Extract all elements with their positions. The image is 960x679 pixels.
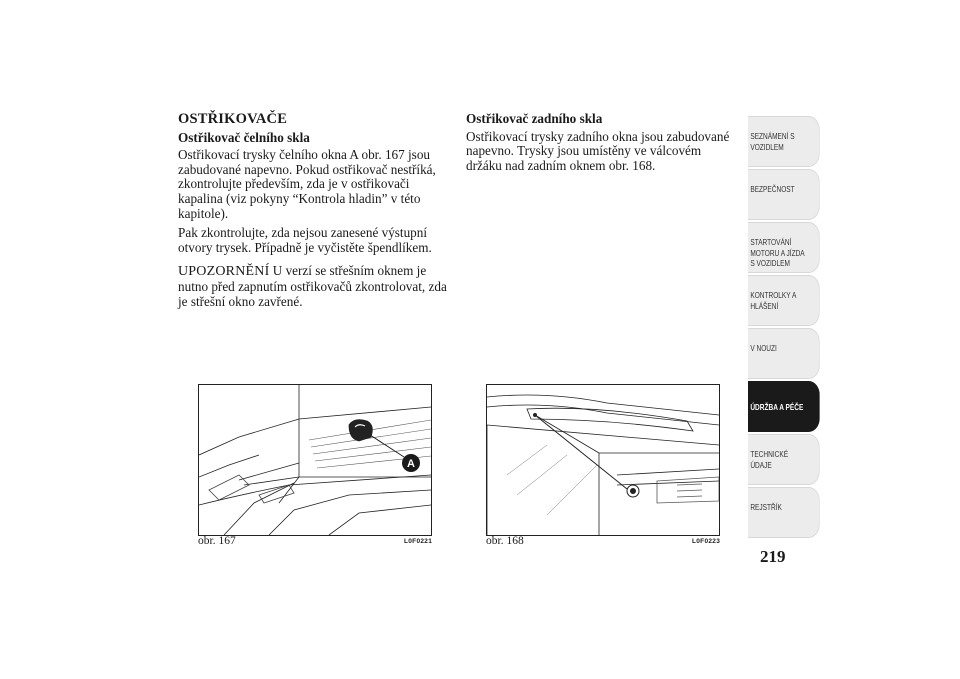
warning-text: U verzí se střešním oknem je nutno před zapnutím ostřikovačů zkontrolovat, zda je střešní okno zavřené. — [178, 263, 447, 309]
front-washer-subtitle: Ostřikovač čelního skla — [178, 129, 310, 145]
figure-167-caption: obr. 167 — [198, 535, 236, 547]
front-washer-paragraph-1: Ostřikovací trysky čelního okna A obr. 167 jsou zabudované napevno. Pokud ostřikovač nestříká, zkontrolujte především, zda je v ostřikovači kapalina (viz pokyny “Kontrola hladin” v této kapitole). — [178, 147, 436, 221]
figure-167-illustration — [198, 384, 432, 536]
tab-rejstrik[interactable]: REJSTŘÍK — [748, 487, 820, 538]
tab-seznameni-s-vozidlem[interactable]: SEZNÁMENÍ S VOZIDLEM — [748, 116, 820, 167]
front-washer-paragraph-2: Pak zkontrolujte, zda nejsou zanesené výstupní otvory trysek. Případně je vyčistěte špendlíkem. — [178, 225, 432, 255]
figure-168-illustration — [486, 384, 720, 536]
rear-washer-drawing — [487, 385, 719, 535]
tab-technicke-udaje[interactable]: TECHNICKÉ ÚDAJE — [748, 434, 820, 485]
section-title: OSTŘIKOVAČE — [178, 111, 288, 127]
tab-bezpecnost[interactable]: BEZPEČNOST — [748, 169, 820, 220]
rear-washer-paragraph-1: Ostřikovací trysky zadního okna jsou zabudované napevno. Trysky jsou umístěny ve válcovém držáku nad zadním oknem obr. 168. — [466, 128, 730, 173]
rear-washer-subtitle: Ostřikovač zadního skla — [466, 111, 603, 126]
warning-label: UPOZORNĚNÍ — [178, 264, 270, 280]
tab-udrzba-a-pece[interactable]: ÚDRŽBA A PÉČE — [748, 381, 820, 432]
tab-startovani-motoru[interactable]: STARTOVÁNÍ MOTORU A JÍZDA S VOZIDLEM — [748, 222, 820, 273]
windshield-washer-drawing — [199, 385, 431, 535]
tab-kontrolky-a-hlaseni[interactable]: KONTROLKY A HLÁŠENÍ — [748, 275, 820, 326]
left-text-column — [178, 112, 450, 314]
page-number: 219 — [760, 547, 786, 566]
tab-v-nouzi[interactable]: V NOUZI — [748, 328, 820, 379]
figure-168-caption: obr. 168 — [486, 535, 524, 547]
figure-168-code: L0F0223 — [692, 538, 721, 545]
sunroof-warning — [178, 264, 450, 309]
chapter-tabs — [748, 116, 820, 540]
callout-a-label: A — [407, 458, 415, 470]
figure-167-code: L0F0221 — [404, 538, 433, 545]
right-text-column — [466, 112, 738, 178]
